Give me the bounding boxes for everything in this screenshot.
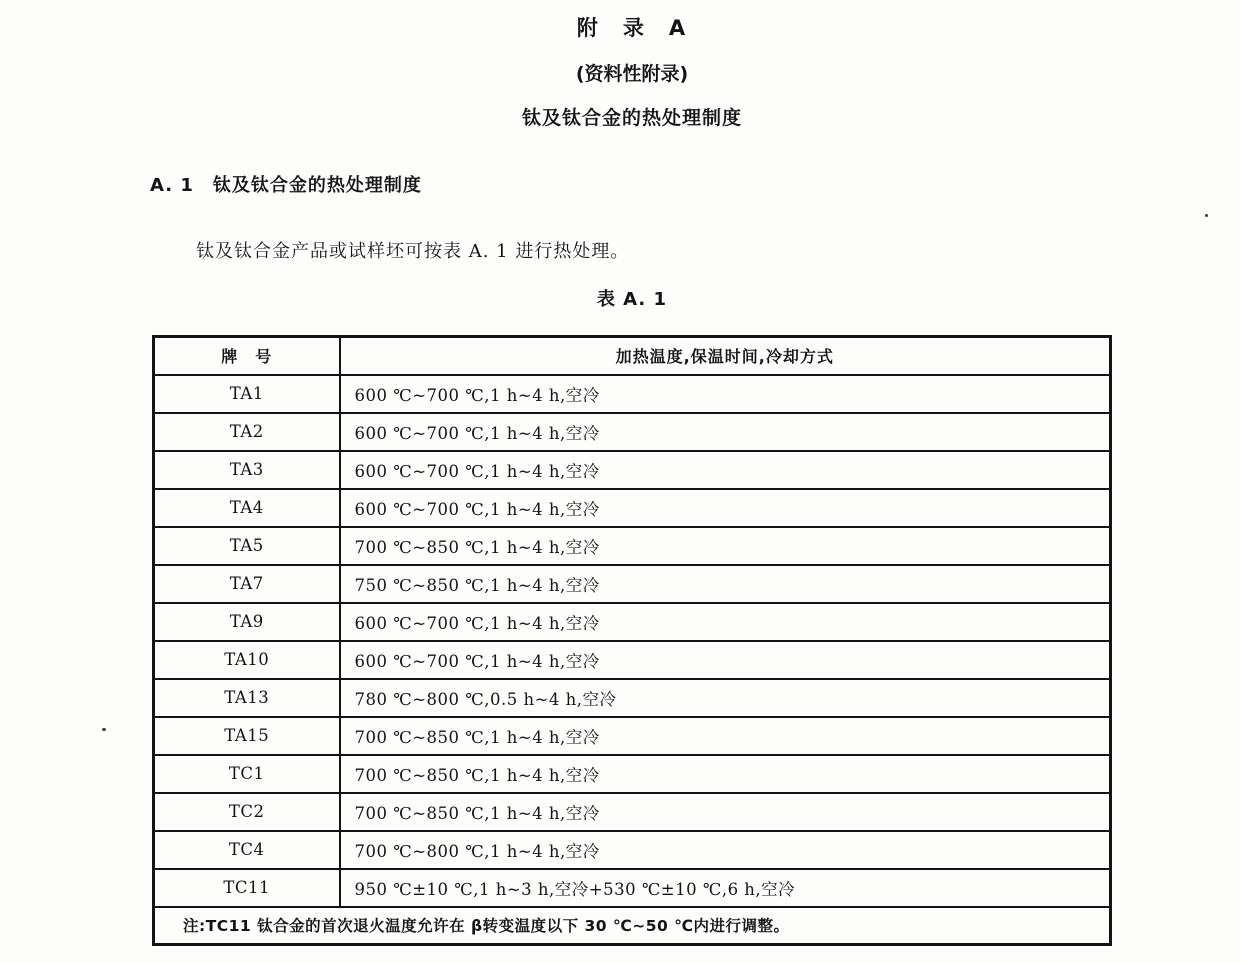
treatment-cell: 700 ℃~850 ℃,1 h~4 h,空冷	[340, 793, 1111, 831]
grade-cell: TA7	[154, 565, 340, 603]
grade-cell: TC4	[154, 831, 340, 869]
table-row	[154, 451, 1111, 489]
table-row	[154, 527, 1111, 565]
table-note-row	[154, 907, 1111, 945]
grade-cell: TA2	[154, 413, 340, 451]
table-footer	[154, 907, 1111, 945]
scan-speck	[1205, 214, 1208, 217]
section-heading: A. 1 钛及钛合金的热处理制度	[150, 175, 422, 196]
grade-cell: TC11	[154, 869, 340, 907]
treatment-cell: 600 ℃~700 ℃,1 h~4 h,空冷	[340, 413, 1111, 451]
appendix-title-block	[152, 0, 1112, 130]
treatment-cell: 700 ℃~800 ℃,1 h~4 h,空冷	[340, 831, 1111, 869]
grade-cell: TC1	[154, 755, 340, 793]
body-paragraph: 钛及钛合金产品或试样坯可按表 A. 1 进行热处理。	[196, 241, 630, 262]
treatment-cell: 750 ℃~850 ℃,1 h~4 h,空冷	[340, 565, 1111, 603]
table-row	[154, 641, 1111, 679]
table-header	[154, 337, 1111, 375]
table-row	[154, 413, 1111, 451]
grade-cell: TA10	[154, 641, 340, 679]
treatment-cell: 600 ℃~700 ℃,1 h~4 h,空冷	[340, 603, 1111, 641]
grade-cell: TA3	[154, 451, 340, 489]
grade-cell: TA1	[154, 375, 340, 413]
column-header-grade: 牌 号	[154, 337, 340, 375]
grade-cell: TA13	[154, 679, 340, 717]
table-row	[154, 375, 1111, 413]
grade-cell: TC2	[154, 793, 340, 831]
table-caption: 表 A. 1	[596, 289, 668, 310]
grade-cell: TA9	[154, 603, 340, 641]
table-row	[154, 603, 1111, 641]
table-row	[154, 565, 1111, 603]
scan-speck	[102, 728, 106, 731]
table-header-row	[154, 337, 1111, 375]
table-body	[154, 375, 1111, 907]
grade-cell: TA15	[154, 717, 340, 755]
column-header-treatment: 加热温度,保温时间,冷却方式	[340, 337, 1111, 375]
treatment-cell: 600 ℃~700 ℃,1 h~4 h,空冷	[340, 641, 1111, 679]
table-note: 注:TC11 钛合金的首次退火温度允许在 β转变温度以下 30 ℃~50 ℃内进行调整。	[154, 907, 1111, 945]
table-row	[154, 717, 1111, 755]
heat-treatment-table	[152, 335, 1112, 946]
table-row	[154, 755, 1111, 793]
treatment-cell: 950 ℃±10 ℃,1 h~3 h,空冷+530 ℃±10 ℃,6 h,空冷	[340, 869, 1111, 907]
appendix-title: 附 录 A	[576, 16, 688, 40]
table-row	[154, 831, 1111, 869]
treatment-cell: 600 ℃~700 ℃,1 h~4 h,空冷	[340, 375, 1111, 413]
treatment-cell: 780 ℃~800 ℃,0.5 h~4 h,空冷	[340, 679, 1111, 717]
table-row	[154, 489, 1111, 527]
appendix-type: (资料性附录)	[575, 63, 689, 85]
treatment-cell: 700 ℃~850 ℃,1 h~4 h,空冷	[340, 755, 1111, 793]
table-row	[154, 679, 1111, 717]
table-row	[154, 869, 1111, 907]
grade-cell: TA4	[154, 489, 340, 527]
treatment-cell: 700 ℃~850 ℃,1 h~4 h,空冷	[340, 717, 1111, 755]
grade-cell: TA5	[154, 527, 340, 565]
treatment-cell: 700 ℃~850 ℃,1 h~4 h,空冷	[340, 527, 1111, 565]
treatment-cell: 600 ℃~700 ℃,1 h~4 h,空冷	[340, 489, 1111, 527]
treatment-cell: 600 ℃~700 ℃,1 h~4 h,空冷	[340, 451, 1111, 489]
table-row	[154, 793, 1111, 831]
appendix-subject: 钛及钛合金的热处理制度	[521, 107, 742, 129]
